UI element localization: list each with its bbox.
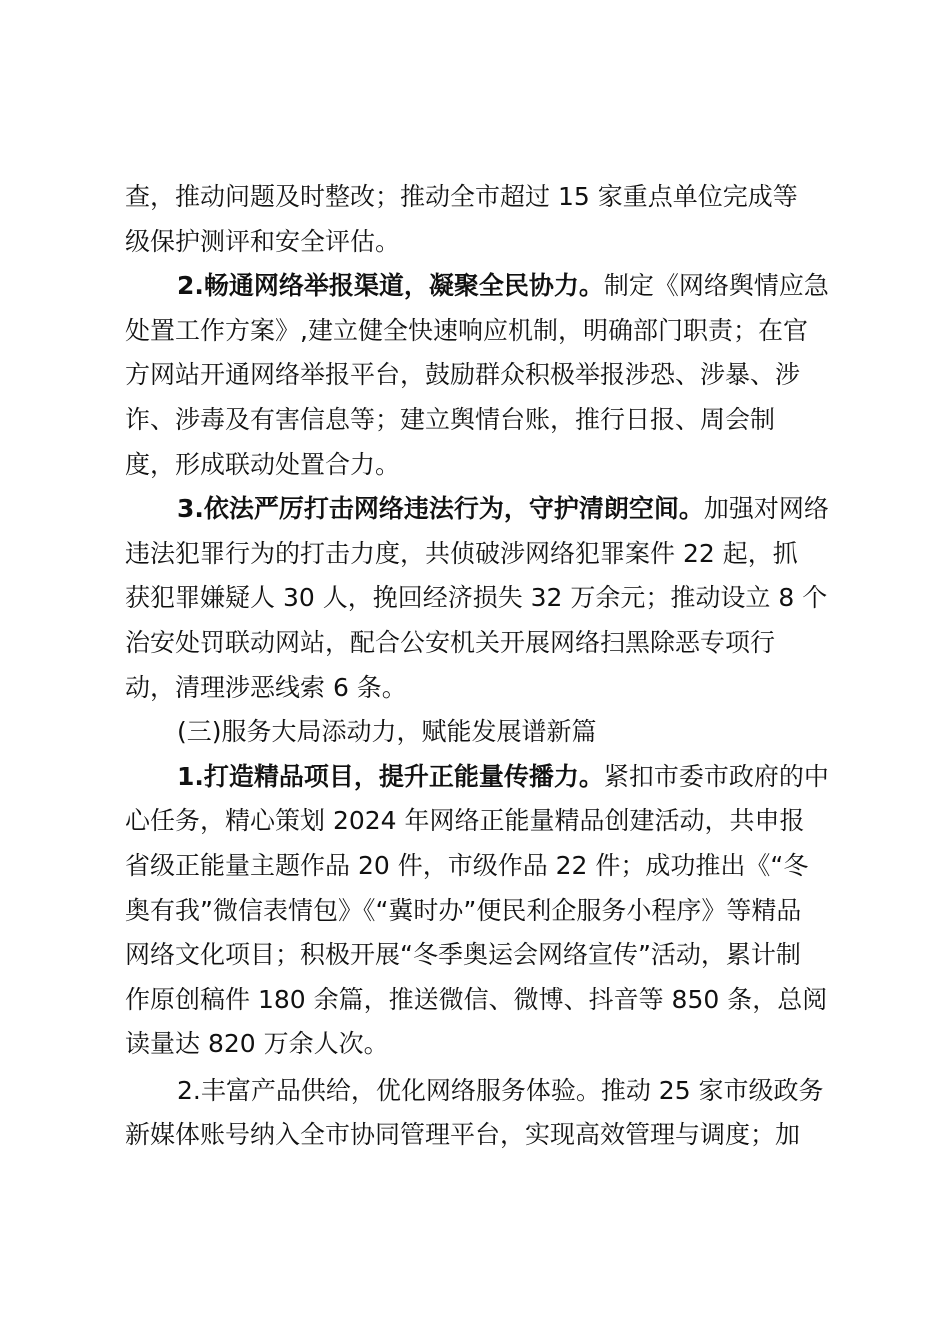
line-text: 违法犯罪行为的打击力度，共侦破涉网络犯罪案件 22 起，抓 xyxy=(125,538,798,568)
paragraph-heading-line xyxy=(125,264,835,309)
paragraph-heading: 1.打造精品项目，提升正能量传播力。 xyxy=(177,761,604,791)
line-text: 处置工作方案》,建立健全快速响应机制，明确部门职责；在官 xyxy=(125,315,808,345)
section-heading-text: (三)服务大局添动力，赋能发展谱新篇 xyxy=(177,717,597,747)
section-heading xyxy=(125,710,835,755)
line-text: 奥有我”微信表情包》《“冀时办”便民利企服务小程序》等精品 xyxy=(125,895,802,925)
paragraph-line xyxy=(125,532,835,577)
line-text: 查，推动问题及时整改；推动全市超过 15 家重点单位完成等 xyxy=(125,182,798,211)
paragraph-line xyxy=(125,353,835,398)
paragraph-heading-line xyxy=(125,487,835,532)
paragraph-line xyxy=(125,844,835,889)
line-text: 级保护测评和安全评估。 xyxy=(125,226,401,256)
paragraph-line xyxy=(125,889,835,934)
line-text: 2.丰富产品供给，优化网络服务体验。推动 25 家市级政务 xyxy=(177,1075,824,1105)
paragraph-line xyxy=(125,398,835,443)
line-text: 治安处罚联动网站，配合公安机关开展网络扫黑除恶专项行 xyxy=(125,627,776,657)
paragraph-line xyxy=(125,666,835,711)
paragraph-line xyxy=(125,799,835,844)
paragraph-line xyxy=(125,1069,835,1114)
line-text: 动，清理涉恶线索 6 条。 xyxy=(125,672,407,702)
line-text: 方网站开通网络举报平台，鼓励群众积极举报涉恐、涉暴、涉 xyxy=(125,360,801,390)
line-text: 获犯罪嫌疑人 30 人，挽回经济损失 32 万余元；推动设立 8 个 xyxy=(125,583,828,613)
line-text: 心任务，精心策划 2024 年网络正能量精品创建活动，共申报 xyxy=(125,806,805,836)
paragraph-line xyxy=(125,978,835,1023)
paragraph-line xyxy=(125,1113,835,1158)
paragraph-line xyxy=(125,576,835,621)
paragraph-heading: 2.畅通网络举报渠道，凝聚全民协力。 xyxy=(177,271,604,301)
paragraph-line xyxy=(125,309,835,354)
paragraph-line xyxy=(125,933,835,978)
paragraph-heading: 3.依法严厉打击网络违法行为，守护清朗空间。 xyxy=(177,494,704,524)
paragraph-line xyxy=(125,1022,835,1067)
line-text: 读量达 820 万余人次。 xyxy=(125,1029,389,1059)
line-text: 新媒体账号纳入全市协同管理平台，实现高效管理与调度；加 xyxy=(125,1120,801,1150)
line-text: 度，形成联动处置合力。 xyxy=(125,449,401,479)
paragraph-line xyxy=(125,621,835,666)
line-text: 制定《网络舆情应急 xyxy=(603,271,829,301)
paragraph-line xyxy=(125,443,835,488)
paragraph-line xyxy=(125,220,835,265)
line-text: 作原创稿件 180 余篇，推送微信、微博、抖音等 850 条，总阅 xyxy=(125,984,828,1014)
line-text: 网络文化项目；积极开展“冬季奥运会网络宣传”活动，累计制 xyxy=(125,940,801,970)
line-text: 诈、涉毒及有害信息等；建立舆情台账，推行日报、周会制 xyxy=(125,404,776,434)
paragraph-heading-line xyxy=(125,755,835,800)
line-text: 省级正能量主题作品 20 件，市级作品 22 件；成功推出《“冬 xyxy=(125,850,809,880)
document-body xyxy=(125,175,835,1158)
line-text: 加强对网络 xyxy=(703,494,829,524)
paragraph-line xyxy=(125,175,835,220)
line-text: 紧扣市委市政府的中 xyxy=(603,761,829,791)
